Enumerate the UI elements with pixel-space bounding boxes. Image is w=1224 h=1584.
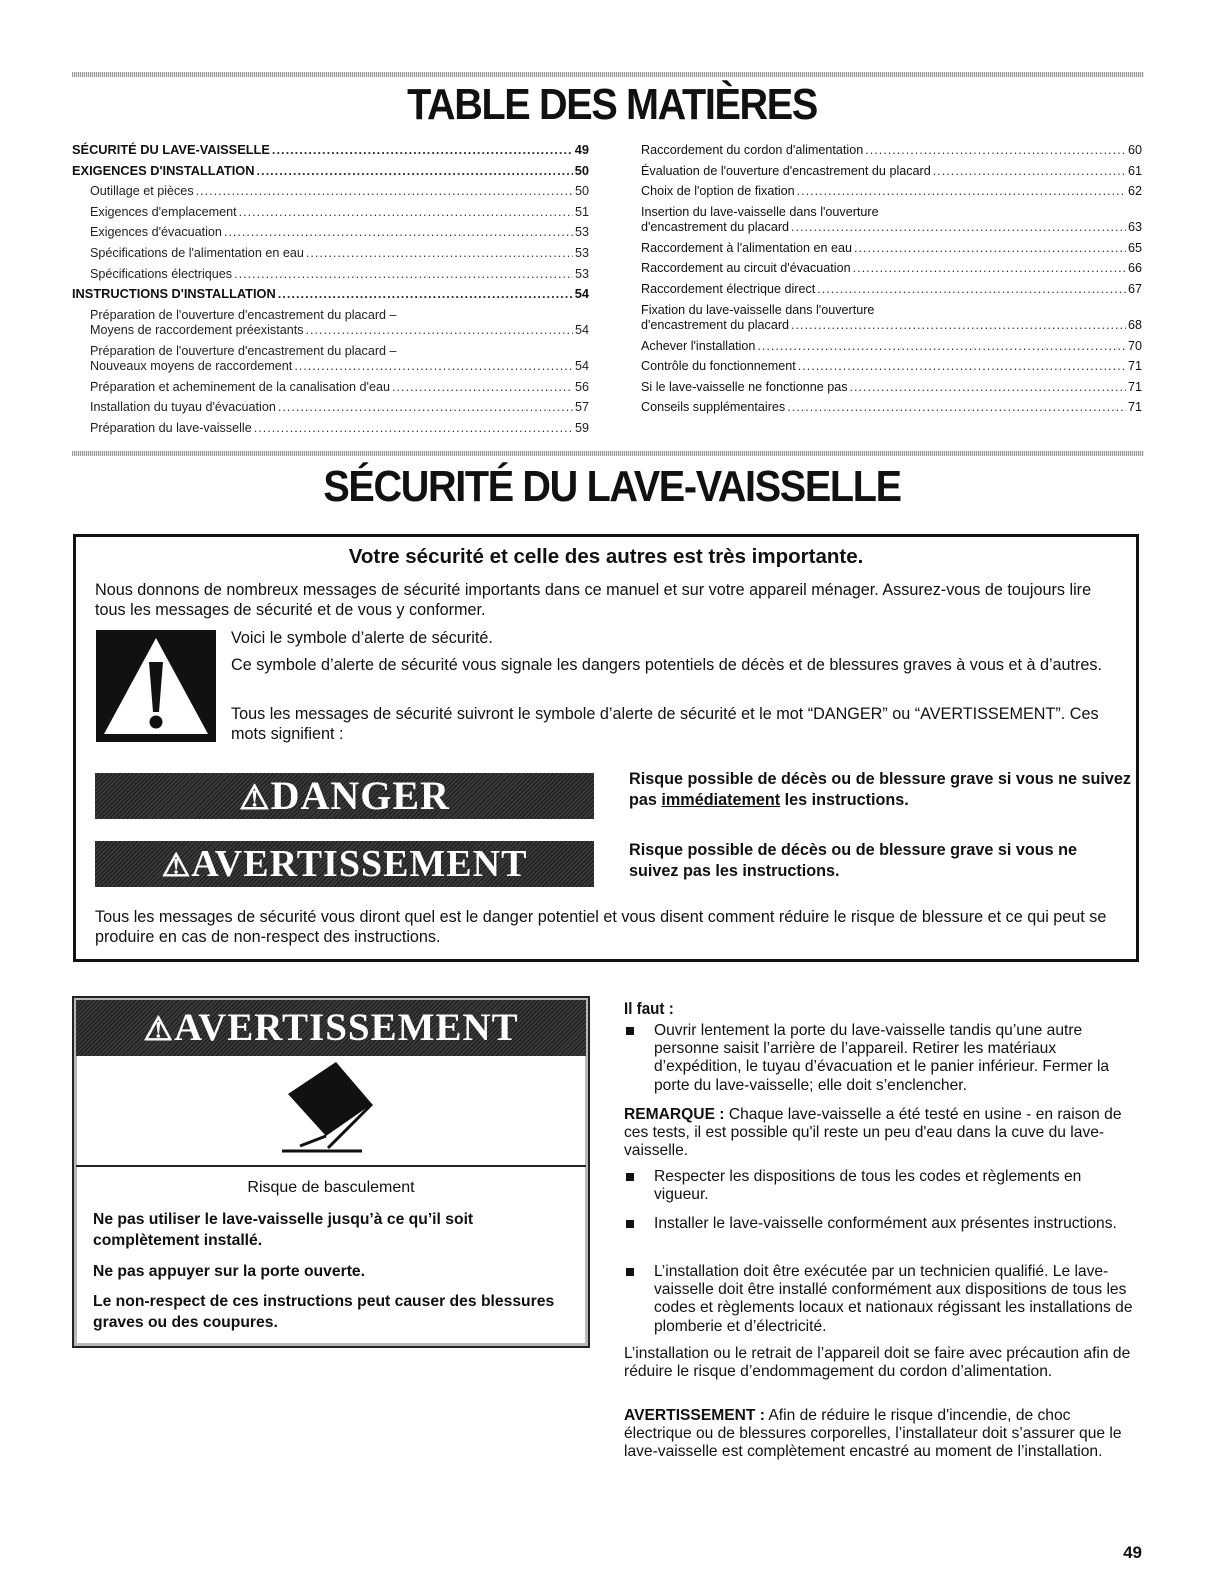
toc-entry-page: 54 xyxy=(574,358,589,373)
safety-alert-symbol-icon xyxy=(96,630,216,742)
danger-description: Risque possible de décès ou de blessure grave si vous ne suivez pas immédiatement les instructions. xyxy=(629,770,1132,809)
toc-entry-label: Nouveaux moyens de raccordement xyxy=(90,358,293,373)
toc-entry-label: Raccordement électrique direct xyxy=(641,281,816,296)
safety-box-title: Votre sécurité et celle des autres est très importante. xyxy=(348,545,864,568)
il-faut-heading: Il faut : xyxy=(624,1000,674,1018)
toc-entry-page: 70 xyxy=(1127,338,1142,353)
toc-entry[interactable] xyxy=(72,418,589,439)
tip-over-caption: Risque de basculement xyxy=(247,1179,415,1196)
toc-entry-page: 50 xyxy=(574,162,589,178)
toc-entry[interactable] xyxy=(641,377,1142,398)
toc-entry-label-line1: Fixation du lave-vaisselle dans l'ouverture xyxy=(641,302,875,317)
toc-entry-label-line1: Préparation de l'ouverture d'encastrement du placard – xyxy=(90,343,397,358)
page-number: 49 xyxy=(1123,1543,1142,1562)
instruction-bullet-3: Installer le lave-vaisselle conformément aux présentes instructions. xyxy=(654,1215,1117,1232)
toc-entry[interactable] xyxy=(641,356,1142,377)
instruction-bullet-1: Ouvrir lentement la porte du lave-vaisselle tandis qu’une autre personne saisit l’arrière de l’appareil. Retirer les matériaux d’expédition, le tuyau d’évacuation et le panier inférieur. Fermer la porte du lave-vaisselle; elle doit s’enclencher. xyxy=(654,1022,1110,1094)
safety-closing: Tous les messages de sécurité vous diront quel est le danger potentiel et vous disent comment réduire le risque de blessure et ce qui peut se produire en cas de non-respect des instructions. xyxy=(95,908,1107,946)
toc-entry-page: 66 xyxy=(1127,261,1142,276)
toc-title: TABLE DES MATIÈRES xyxy=(407,80,817,129)
toc-entry-label-line1: Insertion du lave-vaisselle dans l'ouverture xyxy=(641,204,879,219)
danger-banner xyxy=(95,773,594,819)
toc-entry-label: Si le lave-vaisselle ne fonctionne pas xyxy=(641,379,848,394)
toc-entry-label-line1: Préparation de l'ouverture d'encastrement du placard – xyxy=(90,307,397,322)
toc-entry-label: Choix de l'option de fixation xyxy=(641,184,795,199)
toc-entry-page: 51 xyxy=(574,204,589,219)
toc-entry[interactable] xyxy=(641,300,1142,336)
alert-triangle-icon: ⚠ xyxy=(161,847,192,883)
section-divider xyxy=(72,451,1144,456)
toc-entry-label: Raccordement à l'alimentation en eau xyxy=(641,240,853,255)
toc-entry-label: Installation du tuyau d'évacuation xyxy=(90,400,276,415)
toc-section-entry[interactable] xyxy=(72,140,589,161)
messages-description: Tous les messages de sécurité suivront le symbole d’alerte de sécurité et le mot “DANGER” ou “AVERTISSEMENT”. Ces mots signifient : xyxy=(231,705,1099,743)
toc-entry[interactable] xyxy=(641,161,1142,182)
warning-banner xyxy=(95,841,594,887)
warning-banner-label: ⚠AVERTISSEMENT xyxy=(162,841,528,888)
toc-entry[interactable] xyxy=(641,140,1142,161)
toc-entry-label: Préparation du lave-vaisselle xyxy=(90,420,252,435)
toc-entry-page: 67 xyxy=(1127,281,1142,296)
toc-entry-label: EXIGENCES D'INSTALLATION xyxy=(72,162,255,178)
toc-entry-label: Spécifications de l'alimentation en eau xyxy=(90,245,304,260)
toc-entry-page: 63 xyxy=(1127,219,1142,234)
toc-entry[interactable] xyxy=(72,377,589,398)
toc-section-entry[interactable] xyxy=(72,161,589,182)
toc-entry-label: Contrôle du fonctionnement xyxy=(641,359,796,374)
toc-entry-page: 53 xyxy=(574,245,589,260)
power-cord-paragraph: L’installation ou le retrait de l’appareil doit se faire avec précaution afin de réduire le risque d’endommagement du cordon d’alimentation. xyxy=(624,1345,1131,1381)
toc-entry-label: Spécifications électriques xyxy=(90,266,233,281)
toc-entry[interactable] xyxy=(72,305,589,341)
toc-entry-page: 59 xyxy=(574,420,589,435)
tip-over-hazard-icon xyxy=(278,1062,384,1154)
toc-entry-page: 49 xyxy=(574,142,589,157)
toc-entry[interactable] xyxy=(72,341,589,377)
bullet-icon xyxy=(626,1268,634,1276)
toc-entry-label: Préparation et acheminement de la canalisation d'eau xyxy=(90,379,390,394)
warning-line-3: Le non-respect de ces instructions peut causer des blessures graves ou des coupures. xyxy=(93,1293,555,1331)
toc-entry-label: Exigences d'emplacement xyxy=(90,204,237,219)
toc-entry[interactable] xyxy=(641,238,1142,259)
toc-entry[interactable] xyxy=(641,336,1142,357)
toc-section-entry[interactable] xyxy=(72,284,589,305)
bullet-icon xyxy=(626,1220,634,1228)
section-title: SÉCURITÉ DU LAVE-VAISSELLE xyxy=(323,462,901,511)
toc-entry-page: 50 xyxy=(574,184,589,199)
alert-triangle-icon: ⚠ xyxy=(143,1012,174,1048)
top-divider xyxy=(72,72,1144,77)
toc-entry-page: 53 xyxy=(574,266,589,281)
toc-entry-page: 54 xyxy=(574,322,589,337)
toc-entry-page: 71 xyxy=(1127,379,1142,394)
toc-entry-label: SÉCURITÉ DU LAVE-VAISSELLE xyxy=(72,142,270,157)
bullet-icon xyxy=(626,1173,634,1181)
symbol-description: Ce symbole d’alerte de sécurité vous signale les dangers potentiels de décès et de blessures graves à vous et à d’autres. xyxy=(231,656,1103,674)
toc-entry-label: Raccordement au circuit d'évacuation xyxy=(641,261,851,276)
toc-entry-page: 54 xyxy=(574,286,589,302)
toc-entry-page: 56 xyxy=(574,379,589,394)
warning-description: Risque possible de décès ou de blessure grave si vous ne suivez pas les instructions. xyxy=(629,841,1078,880)
toc-entry[interactable] xyxy=(72,181,589,202)
warning-box-divider xyxy=(76,1165,586,1167)
toc-entry[interactable] xyxy=(72,222,589,243)
remarque-note: REMARQUE : Chaque lave-vaisselle a été testé en usine - en raison de ces tests, il est possible qu'il reste un peu d'eau dans la cuve du lave-vaisselle. xyxy=(624,1106,1122,1160)
tip-warning-banner xyxy=(76,1000,586,1056)
toc-entry[interactable] xyxy=(72,243,589,264)
instruction-bullet-4: L’installation doit être exécutée par un technicien qualifié. Le lave-vaisselle doit être installé conformément aux dispositions de tous les codes et règlements locaux et nationaux régissant les installations de plomberie et d’électricité. xyxy=(654,1263,1133,1335)
alert-triangle-icon: ⚠ xyxy=(239,780,271,817)
toc-entry-page: 71 xyxy=(1127,400,1142,415)
toc-entry-label: Raccordement du cordon d'alimentation xyxy=(641,143,864,157)
toc-entry[interactable] xyxy=(72,264,589,285)
toc-entry-label: INSTRUCTIONS D'INSTALLATION xyxy=(72,286,276,302)
toc-entry-label: Évaluation de l'ouverture d'encastrement du placard xyxy=(641,163,931,178)
toc-entry-page: 57 xyxy=(574,400,589,415)
toc-entry[interactable] xyxy=(72,397,589,418)
tip-warning-banner-label: ⚠AVERTISSEMENT xyxy=(143,1000,518,1058)
toc-entry-label: Outillage et pièces xyxy=(90,184,194,199)
toc-entry-page: 61 xyxy=(1127,163,1142,178)
warning-line-2: Ne pas appuyer sur la porte ouverte. xyxy=(93,1263,366,1280)
toc-entry-page: 62 xyxy=(1127,184,1142,199)
toc-entry-page: 60 xyxy=(1127,143,1142,157)
avertissement-paragraph: AVERTISSEMENT : Afin de réduire le risque d'incendie, de choc électrique ou de blessures corporelles, l’installateur doit s’assurer que le lave-vaisselle est complètement encastré au moment de l’installation. xyxy=(624,1407,1122,1461)
toc-entry[interactable] xyxy=(641,202,1142,238)
safety-intro: Nous donnons de nombreux messages de sécurité importants dans ce manuel et sur votre appareil ménager. Assurez-vous de toujours lire tous les messages de sécurité et de vous y conformer. xyxy=(95,581,1092,619)
toc-entry[interactable] xyxy=(641,181,1142,202)
toc-entry-label: Exigences d'évacuation xyxy=(90,225,222,240)
toc-entry-label: d'encastrement du placard xyxy=(641,219,790,234)
toc-entry-label: Moyens de raccordement préexistants xyxy=(90,322,304,337)
bullet-icon xyxy=(626,1027,634,1035)
toc-entry-label: d'encastrement du placard xyxy=(641,317,790,332)
toc-right-column xyxy=(641,140,1142,418)
toc-entry[interactable] xyxy=(72,202,589,223)
danger-banner-label: ⚠DANGER xyxy=(239,773,450,822)
toc-left-column xyxy=(72,140,589,439)
toc-entry-page: 71 xyxy=(1127,359,1142,374)
toc-entry[interactable] xyxy=(641,258,1142,279)
toc-entry-label: Achever l'installation xyxy=(641,338,756,353)
toc-entry[interactable] xyxy=(641,279,1142,300)
toc-entry-page: 65 xyxy=(1127,240,1142,255)
instruction-bullet-2: Respecter les dispositions de tous les codes et règlements en vigueur. xyxy=(654,1168,1082,1204)
toc-entry-page: 53 xyxy=(574,225,589,240)
symbol-line: Voici le symbole d’alerte de sécurité. xyxy=(231,629,493,647)
warning-line-1: Ne pas utiliser le lave-vaisselle jusqu’à ce qu’il soit complètement installé. xyxy=(93,1211,474,1249)
toc-entry[interactable] xyxy=(641,397,1142,418)
toc-entry-label: Conseils supplémentaires xyxy=(641,400,786,415)
toc-entry-page: 68 xyxy=(1127,317,1142,332)
